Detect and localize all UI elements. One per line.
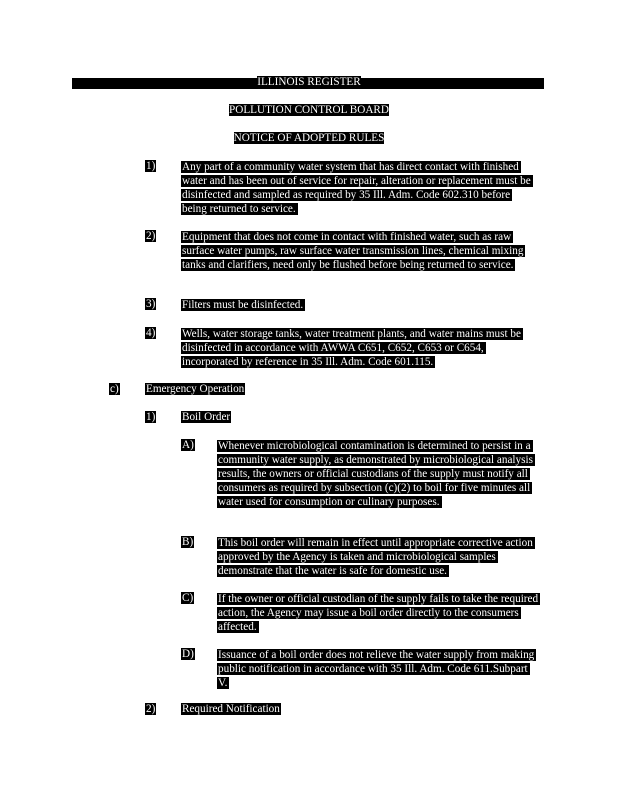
item-paragraph: Equipment that does not come in contact with finished water, such as raw surface water pumps, raw surface water transmission lines, chemical mixing tanks and clarifiers, need only be flushed before being returned to service. — [182, 231, 524, 271]
section-number: c) — [110, 383, 119, 395]
item-paragraph: Wells, water storage tanks, water treatment plants, and water mains must be disinfected in accordance with AWWA C651, C652, C653 or C654, incorporated by reference in 35 Ill. Adm. Code 601.115. — [182, 328, 521, 368]
subitem-letter: B) — [182, 536, 194, 548]
subitem-letter: D) — [182, 648, 194, 660]
item-number: 4) — [146, 327, 156, 339]
board-title-text: POLLUTION CONTROL BOARD — [229, 104, 389, 116]
register-title-text: ILLINOIS REGISTER — [257, 76, 361, 88]
item-number: 1) — [146, 160, 156, 172]
item-number: 2) — [146, 230, 156, 242]
subitem-letter: A) — [182, 439, 194, 451]
notice-title — [0, 132, 618, 145]
notice-title-text: NOTICE OF ADOPTED RULES — [233, 132, 385, 144]
subsection-number: 2) — [146, 703, 156, 715]
board-title — [0, 104, 618, 117]
item-number: 3) — [146, 298, 156, 310]
item-paragraph: Any part of a community water system that has direct contact with finished water and has been out of service for repair, alteration or replacement must be disinfected and sampled as required by 35 Ill. Adm. Code 602.310 before being returned to service. — [182, 161, 531, 215]
subitem-paragraph: Issuance of a boil order does not relieve the water supply from making public notification in accordance with 35 Ill. Adm. Code 611.Subpart V. — [218, 649, 535, 689]
register-title — [0, 76, 618, 89]
subitem-paragraph: Whenever microbiological contamination is determined to persist in a community water supply, as demonstrated by microbiological analysis results, the owners or official custodians of the supply must notify all consumers as required by subsection (c)(2) to boil for five minutes all water used for consumption or culinary purposes. — [218, 440, 533, 508]
subsection-title: Boil Order — [182, 411, 231, 423]
section-title: Emergency Operation — [146, 383, 245, 395]
subsection-number: 1) — [146, 411, 156, 423]
subitem-paragraph: This boil order will remain in effect until appropriate corrective action approved by the Agency is taken and microbiological samples demonstrate that the water is safe for domestic use. — [218, 537, 533, 577]
subitem-letter: C) — [182, 592, 194, 604]
subitem-paragraph: If the owner or official custodian of the supply fails to take the required action, the Agency may issue a boil order directly to the consumers affected. — [218, 593, 539, 633]
subsection-title: Required Notification — [182, 703, 280, 715]
item-paragraph: Filters must be disinfected. — [182, 299, 304, 311]
